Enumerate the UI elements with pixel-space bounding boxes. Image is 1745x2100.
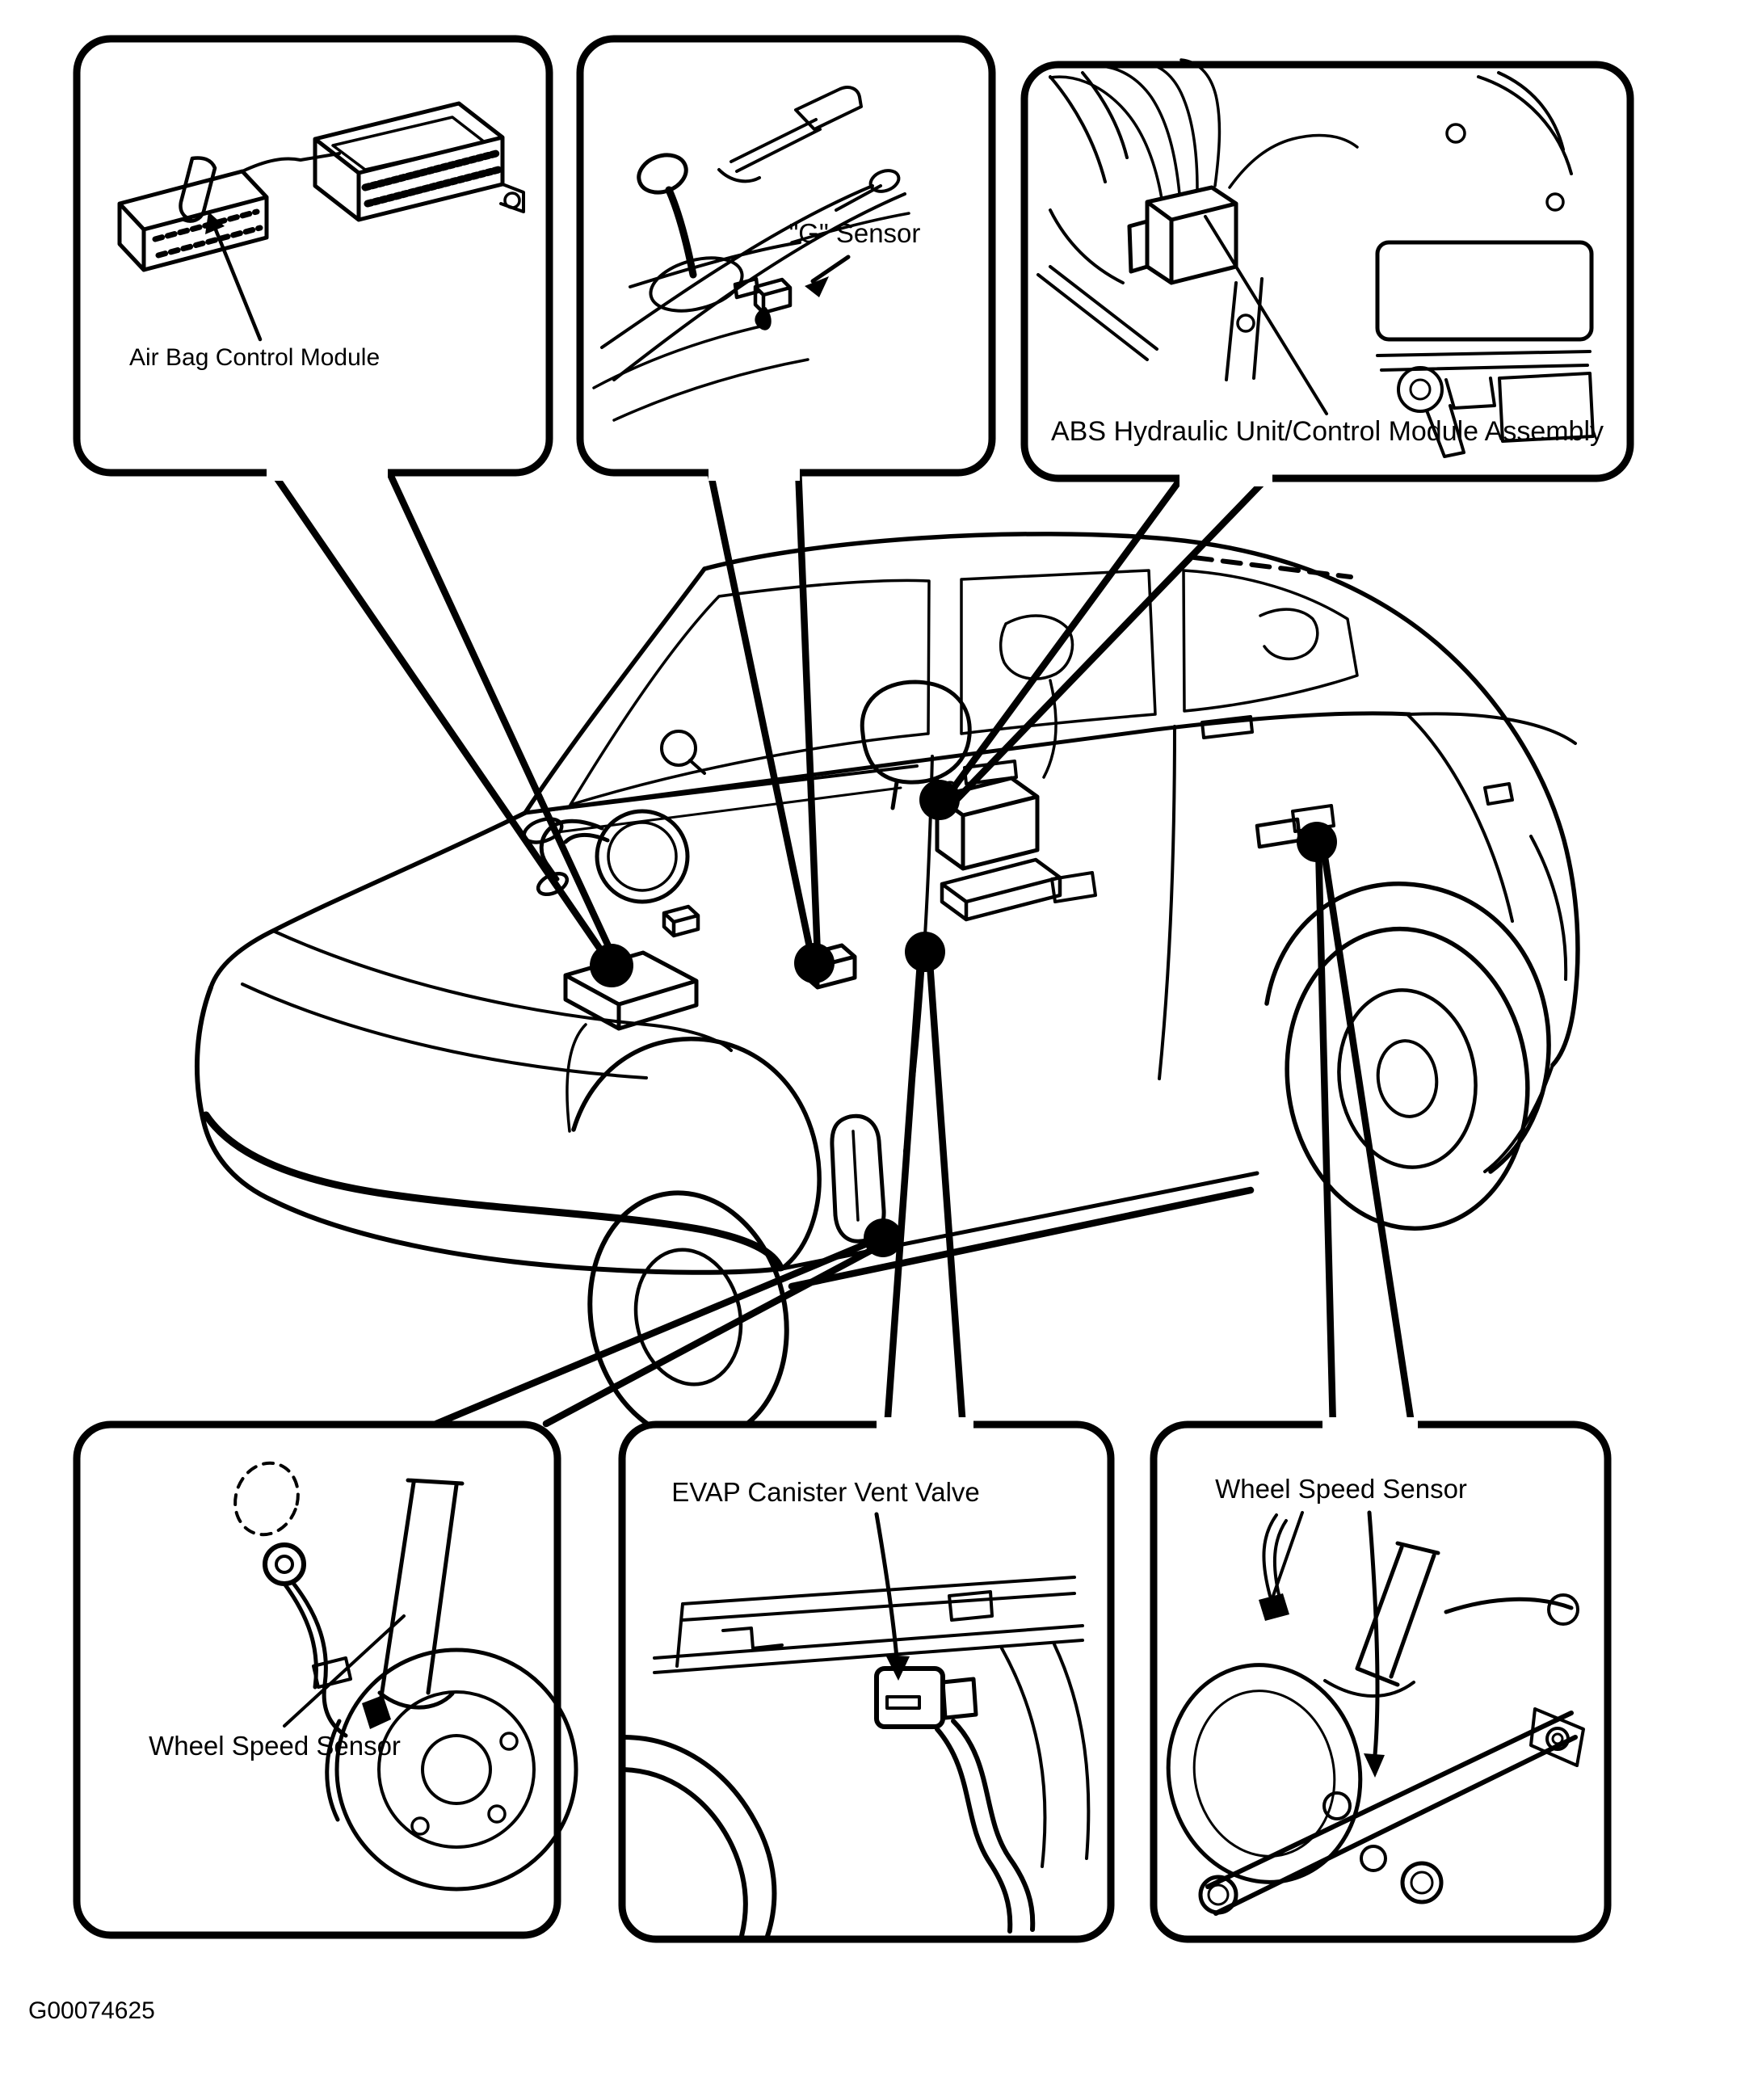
leader-line-evap-left <box>887 952 921 1429</box>
car-rocker-thick-line <box>792 1190 1251 1286</box>
rear-wheel-arch <box>1267 884 1549 1172</box>
leader-line-airbag-right <box>389 473 614 958</box>
callout-label-abs: ABS Hydraulic Unit/Control Module Assembly <box>1050 416 1604 447</box>
leader-line-abs-right <box>950 478 1267 806</box>
rear-hub <box>1373 1037 1441 1120</box>
location-dot-abs <box>919 780 960 820</box>
car-hood-line <box>211 813 525 987</box>
border-gap-rear-wss <box>1322 1417 1418 1433</box>
location-dot-evap <box>905 932 945 972</box>
car-rocker-line <box>782 1173 1257 1269</box>
booster-inner-circle <box>608 823 676 890</box>
booster-outer-circle <box>597 811 687 902</box>
car-roof-and-rear-outline <box>704 534 1578 1065</box>
border-gap-airbag <box>267 465 388 481</box>
front-sensor-pill-inner-line <box>853 1131 858 1220</box>
leader-line-gsensor-left <box>709 467 812 958</box>
leader-line-front-wss-left <box>436 1238 881 1424</box>
leader-line-evap-right <box>929 952 963 1429</box>
border-gap-gsensor <box>709 465 800 481</box>
location-dot-gsensor <box>794 943 835 983</box>
callout-label-gsensor: "G" Sensor <box>788 218 921 248</box>
car-bumper-shadow-line <box>206 1115 780 1268</box>
brake-booster-sketch <box>521 811 687 902</box>
rear-tire <box>1268 913 1547 1244</box>
callout-label-rear-wss: Wheel Speed Sensor <box>1215 1474 1467 1504</box>
leader-line-rear-wss-left <box>1318 844 1333 1429</box>
rear-wheel <box>1268 913 1547 1244</box>
callout-label-airbag: Air Bag Control Module <box>129 344 381 371</box>
border-gap-evap <box>877 1417 973 1433</box>
location-dot-rear-wss <box>1297 822 1337 862</box>
car-illustration <box>197 534 1578 1460</box>
callout-label-evap: EVAP Canister Vent Valve <box>671 1477 980 1507</box>
interior-seat-curves <box>1001 609 1318 777</box>
leader-line-airbag-left <box>273 473 608 960</box>
small-relay-cube <box>664 907 698 936</box>
leader-line-abs-left <box>944 478 1181 802</box>
leader-line-gsensor-right <box>798 467 818 957</box>
border-gap-abs <box>1179 471 1272 486</box>
location-dot-front-wss <box>864 1218 902 1257</box>
rear-spoiler-line <box>1410 713 1575 743</box>
callout-box-airbag <box>77 39 549 473</box>
callout-label-front-wss: Wheel Speed Sensor <box>149 1731 401 1761</box>
figure-code: G00074625 <box>28 1997 155 2024</box>
location-dot-airbag <box>590 944 633 987</box>
cowl-grommet-circle <box>662 731 696 765</box>
